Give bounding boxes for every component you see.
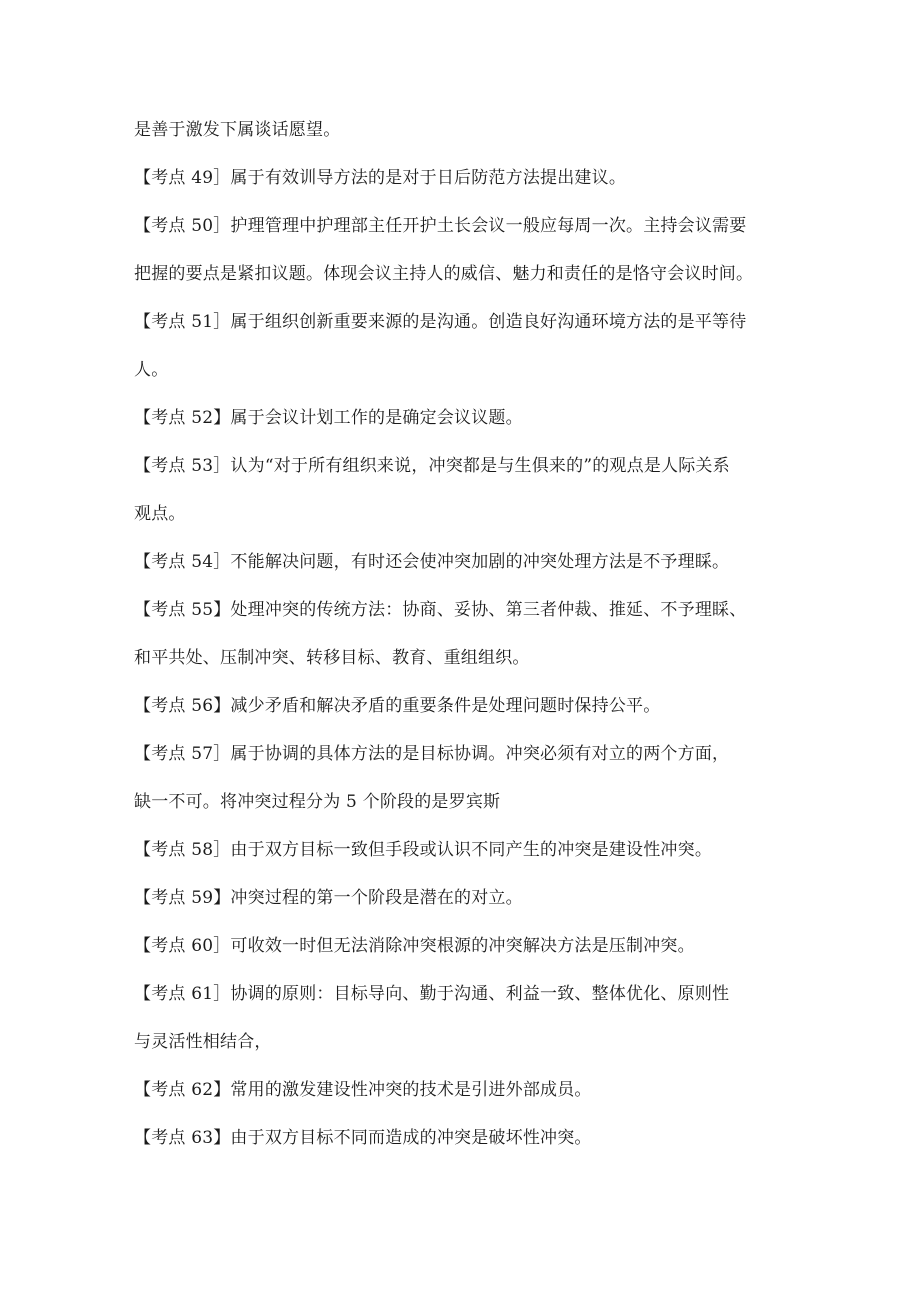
line-text: 【考点 63】由于双方目标不同而造成的冲突是破坏性冲突。 [134, 1128, 592, 1148]
line-text: 【考点 61］协调的原则：目标导向、勤于沟通、利益一致、整体优化、原则性 [134, 984, 730, 1004]
text-line [134, 1120, 824, 1168]
text-line [134, 496, 824, 544]
line-text: 【考点 56】减少矛盾和解决矛盾的重要条件是处理问题时保持公平。 [134, 696, 661, 716]
text-line [134, 256, 824, 304]
line-text: 【考点 57］属于协调的具体方法的是目标协调。冲突必须有对立的两个方面， [134, 744, 730, 764]
text-line [134, 736, 824, 784]
document-body [134, 112, 824, 1168]
line-text: 【考点 60］可收效一时但无法消除冲突根源的冲突解决方法是压制冲突。 [134, 936, 695, 956]
text-line [134, 880, 824, 928]
text-line [134, 688, 824, 736]
line-text: 是善于激发下属谈话愿望。 [134, 120, 341, 140]
text-line [134, 592, 824, 640]
line-text: 【考点 51］属于组织创新重要来源的是沟通。创造良好沟通环境方法的是平等待 [134, 312, 747, 332]
line-text: 【考点 52】属于会议计划工作的是确定会议议题。 [134, 408, 523, 428]
line-text: 【考点 50］护理管理中护理部主任开护土长会议一般应每周一次。主持会议需要 [134, 216, 747, 236]
line-text: 【考点 55】处理冲突的传统方法：协商、妥协、第三者仲裁、推延、不予理睬、 [134, 600, 747, 620]
text-line [134, 544, 824, 592]
text-line [134, 208, 824, 256]
line-text: 观点。 [134, 504, 186, 524]
line-text: 把握的要点是紧扣议题。体现会议主持人的威信、魅力和责任的是恪守会议时间。 [134, 264, 754, 284]
line-text: 【考点 62】常用的激发建设性冲突的技术是引进外部成员。 [134, 1080, 592, 1100]
line-text: 【考点 59】冲突过程的第一个阶段是潜在的对立。 [134, 888, 523, 908]
text-line [134, 304, 824, 352]
line-text: 缺一不可。将冲突过程分为 5 个阶段的是罗宾斯 [134, 792, 501, 812]
line-text: 【考点 49］属于有效训导方法的是对于日后防范方法提出建议。 [134, 168, 627, 188]
text-line [134, 352, 824, 400]
text-line [134, 448, 824, 496]
text-line [134, 160, 824, 208]
text-line [134, 928, 824, 976]
text-line [134, 1072, 824, 1120]
line-text: 【考点 58］由于双方目标一致但手段或认识不同产生的冲突是建设性冲突。 [134, 840, 713, 860]
text-line [134, 1024, 824, 1072]
text-line [134, 112, 824, 160]
text-line [134, 640, 824, 688]
text-line [134, 400, 824, 448]
text-line [134, 784, 824, 832]
line-text: 【考点 54］不能解决问题，有时还会使冲突加剧的冲突处理方法是不予理睬。 [134, 552, 730, 572]
line-text: 【考点 53］认为“对于所有组织来说，冲突都是与生俱来的”的观点是人际关系 [134, 456, 730, 476]
line-text: 人。 [134, 360, 169, 380]
line-text: 与灵活性相结合， [134, 1032, 272, 1052]
text-line [134, 832, 824, 880]
text-line [134, 976, 824, 1024]
line-text: 和平共处、压制冲突、转移目标、教育、重组组织。 [134, 648, 530, 668]
